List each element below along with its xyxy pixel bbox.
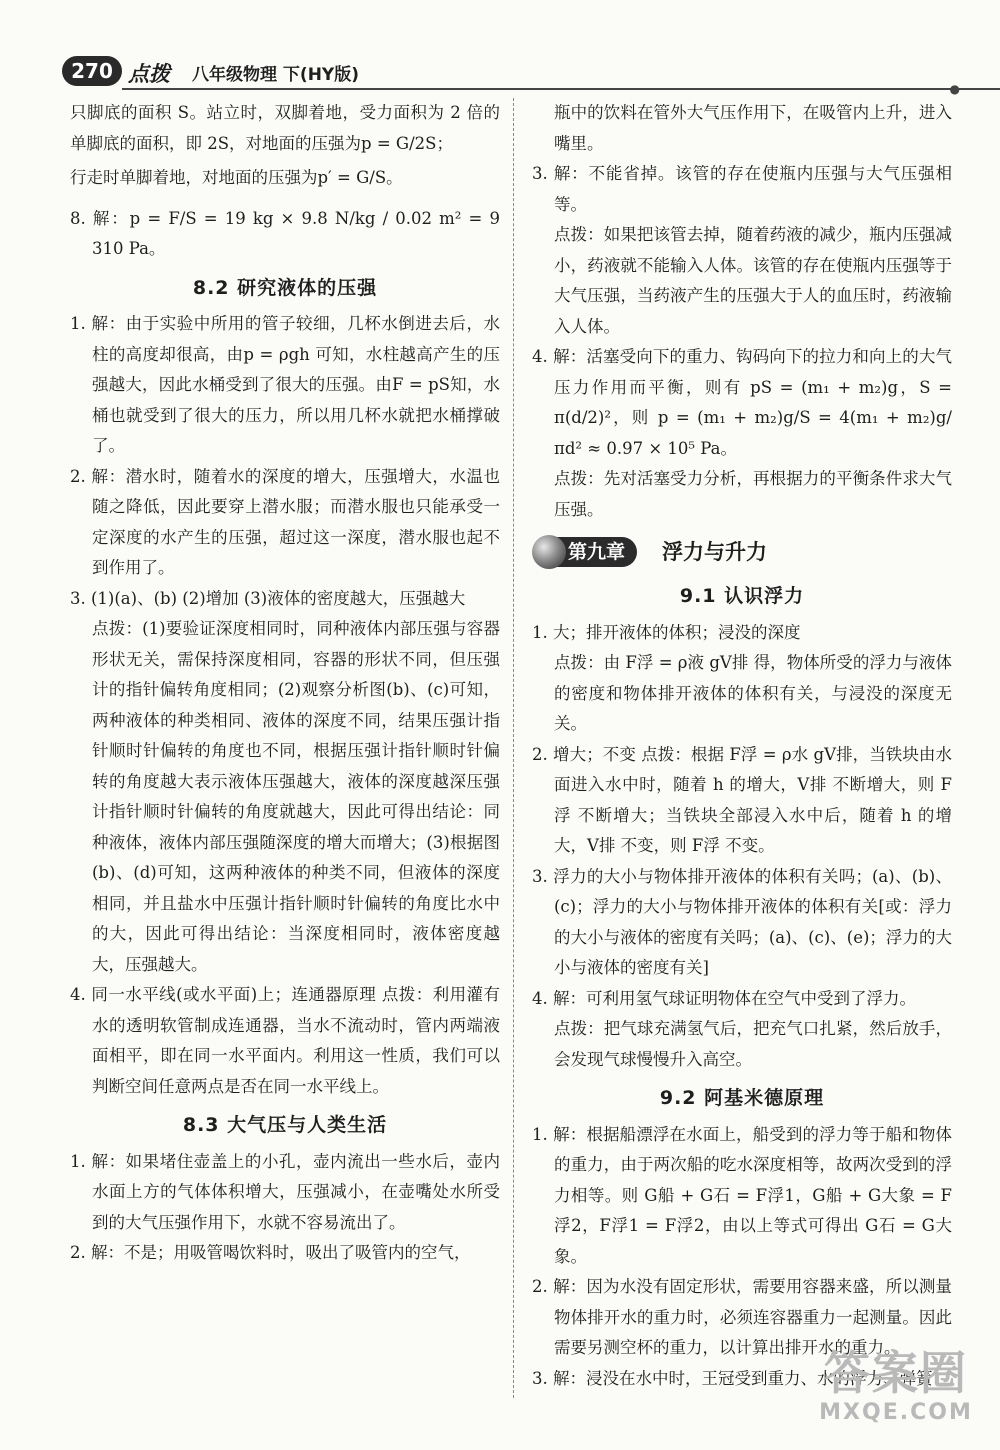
chapter-badge: 第九章 — [538, 537, 637, 567]
tip-block: 点拨：由 F浮 = ρ液 gV排 得，物体所受的浮力与液体的密度和物体排开液体的体积有关，与浸没的深度无关。 — [554, 653, 952, 733]
answer-item: 2. 解：不是；用吸管喝饮料时，吸出了吸管内的空气， — [70, 1243, 471, 1262]
book-subtitle: 八年级物理 下(HY版) — [192, 65, 359, 85]
answer-item: 4. 解：可利用氢气球证明物体在空气中受到了浮力。 — [532, 988, 916, 1008]
answer-item: 1. 解：由于实验中所用的管子较细，几杯水倒进去后，水柱的高度却很高，由p = ρgh 可知，水柱越高产生的压强越大，因此水桶受到了很大的压强。由F = pS知，水桶也就受到了很大的压力，所以用几杯水就把水桶撑破了。 — [70, 314, 500, 455]
page-header — [62, 52, 962, 96]
section-heading: 9.2 阿基米德原理 — [659, 1087, 825, 1109]
section-heading: 8.2 研究液体的压强 — [192, 276, 378, 299]
text-block: 只脚底的面积 S。站立时，双脚着地，受力面积为 2 倍的单脚底的面积，即 2S，对地面的压强为p = G/2S； — [70, 103, 500, 153]
tip-block: 点拨：(1)要验证深度相同时，同种液体内部压强与容器形状无关，需保持深度相同，容器的形状不同，但压强计的指针偏转角度相同；(2)观察分析图(b)、(c)可知，两种液体的种类相同、液体的深度不同，结果压强计指针顺时针偏转的角度也不同，根据压强计指针顺时针偏转的角度越大表示液体压强越大，液体的深度越深压强计指针顺时针偏转的角度就越大，因此可得出结论：同种液体，液体内部压强随深度的增大而增大；(3)根据图(b)、(d)可知，这两种液体的种类不同，但液体的深度相同，并且盐水中压强计指针顺时针偏转的角度比水中的大，因此可得出结论：当深度相同时，液体密度越大，压强越大。 — [92, 619, 500, 974]
answer-item: 1. 解：根据船漂浮在水面上，船受到的浮力等于船和物体的重力，由于两次船的吃水深度相等，故两次受到的浮力相等。则 G船 + G石 = F浮1，G船 + G大象 = F浮2，F浮1 = F浮2，由以上等式可得出 G石 = G大象。 — [532, 1124, 952, 1266]
answer-item: 8. 解：p = F/S = 19 kg × 9.8 N/kg / 0.02 m² = 9 310 Pa。 — [70, 208, 500, 258]
column-divider — [513, 98, 514, 1398]
text-block: 行走时单脚着地，对地面的压强为p′ = G/S。 — [70, 168, 403, 187]
tip-block: 点拨：先对活塞受力分析，再根据力的平衡条件求大气压强。 — [554, 469, 952, 519]
section-heading: 8.3 大气压与人类生活 — [182, 1114, 388, 1136]
header-rule — [122, 88, 1000, 90]
left-column — [70, 98, 500, 1269]
tip-block: 点拨：把气球充满氢气后，把充气口扎紧，然后放手，会发现气球慢慢升入高空。 — [554, 1019, 952, 1069]
chapter-ball-icon — [532, 535, 566, 569]
answer-item: 3. 解：浸没在水中时，王冠受到重力、水的浮力、弹簧 — [532, 1368, 933, 1388]
answer-item: 1. 解：如果堵住壶盖上的小孔，壶内流出一些水后，壶内水面上方的气体体积增大，压强减小，在壶嘴处水所受到的大气压强作用下，水就不容易流出了。 — [70, 1151, 500, 1232]
header-ornament-icon: · · · · ● — [903, 82, 962, 96]
brand-logo: 点拨 — [128, 61, 170, 86]
tip-block: 点拨：如果把该管去掉，随着药液的减少，瓶内压强减小，药液就不能输入人体。该管的存在使瓶内压强等于大气压强，当药液产生的压强大于人的血压时，药液输入人体。 — [554, 225, 952, 336]
chapter-header — [532, 533, 952, 573]
answer-item: 2. 解：潜水时，随着水的深度的增大，压强增大，水温也随之降低，因此要穿上潜水服；而潜水服也只能承受一定深度的水产生的压强，超过这一深度，潜水服也起不到作用了。 — [70, 466, 500, 577]
section-heading: 9.1 认识浮力 — [679, 585, 805, 607]
answer-item: 2. 解：因为水没有固定形状，需要用容器来盛，所以测量物体排开水的重力时，必须连容器重力一起测量。因此需要另测空杯的重力，以计算出排开水的重力。 — [532, 1277, 952, 1357]
watermark — [806, 1346, 986, 1434]
page-number: 270 — [62, 56, 122, 86]
text-block: 瓶中的饮料在管外大气压作用下，在吸管内上升，进入嘴里。 — [554, 103, 952, 153]
chapter-title: 浮力与升力 — [662, 540, 767, 564]
answer-item: 3. (1)(a)、(b) (2)增加 (3)液体的密度越大，压强越大 — [70, 588, 466, 608]
watermark-logo: 答案圈 — [824, 1346, 968, 1400]
answer-item: 3. 浮力的大小与物体排开液体的体积有关吗；(a)、(b)、(c)；浮力的大小与物体排开液体的体积有关[或：浮力的大小与液体的密度有关吗；(a)、(c)、(e)；浮力的大小与液体的密度有关] — [532, 866, 952, 977]
answer-item: 4. 同一水平线(或水平面)上；连通器原理 点拨：利用灌有水的透明软管制成连通器，当水不流动时，管内两端液面相平，即在同一水平面内。利用这一性质，我们可以判断空间任意两点是否在同一水平线上。 — [70, 985, 500, 1096]
watermark-url: MXQE.COM — [819, 1400, 973, 1425]
answer-item: 3. 解：不能省掉。该管的存在使瓶内压强与大气压强相等。 — [532, 164, 952, 214]
right-column — [532, 98, 952, 1394]
answer-item: 2. 增大；不变 点拨：根据 F浮 = ρ水 gV排，当铁块由水面进入水中时，随着 h 的增大，V排 不断增大，则 F浮 不断增大；当铁块全部浸入水中后，随着 h 的增大，V排 不变，则 F浮 不变。 — [532, 744, 952, 855]
answer-item: 1. 大；排开液体的体积；浸没的深度 — [532, 622, 801, 642]
answer-item: 4. 解：活塞受向下的重力、钩码向下的拉力和向上的大气压力作用而平衡，则有 pS = (m₁ + m₂)g，S = π(d/2)²，则 p = (m₁ + m₂)g/S = 4(m₁ + m₂)g/πd² ≈ 0.97 × 10⁵ Pa。 — [532, 347, 952, 458]
